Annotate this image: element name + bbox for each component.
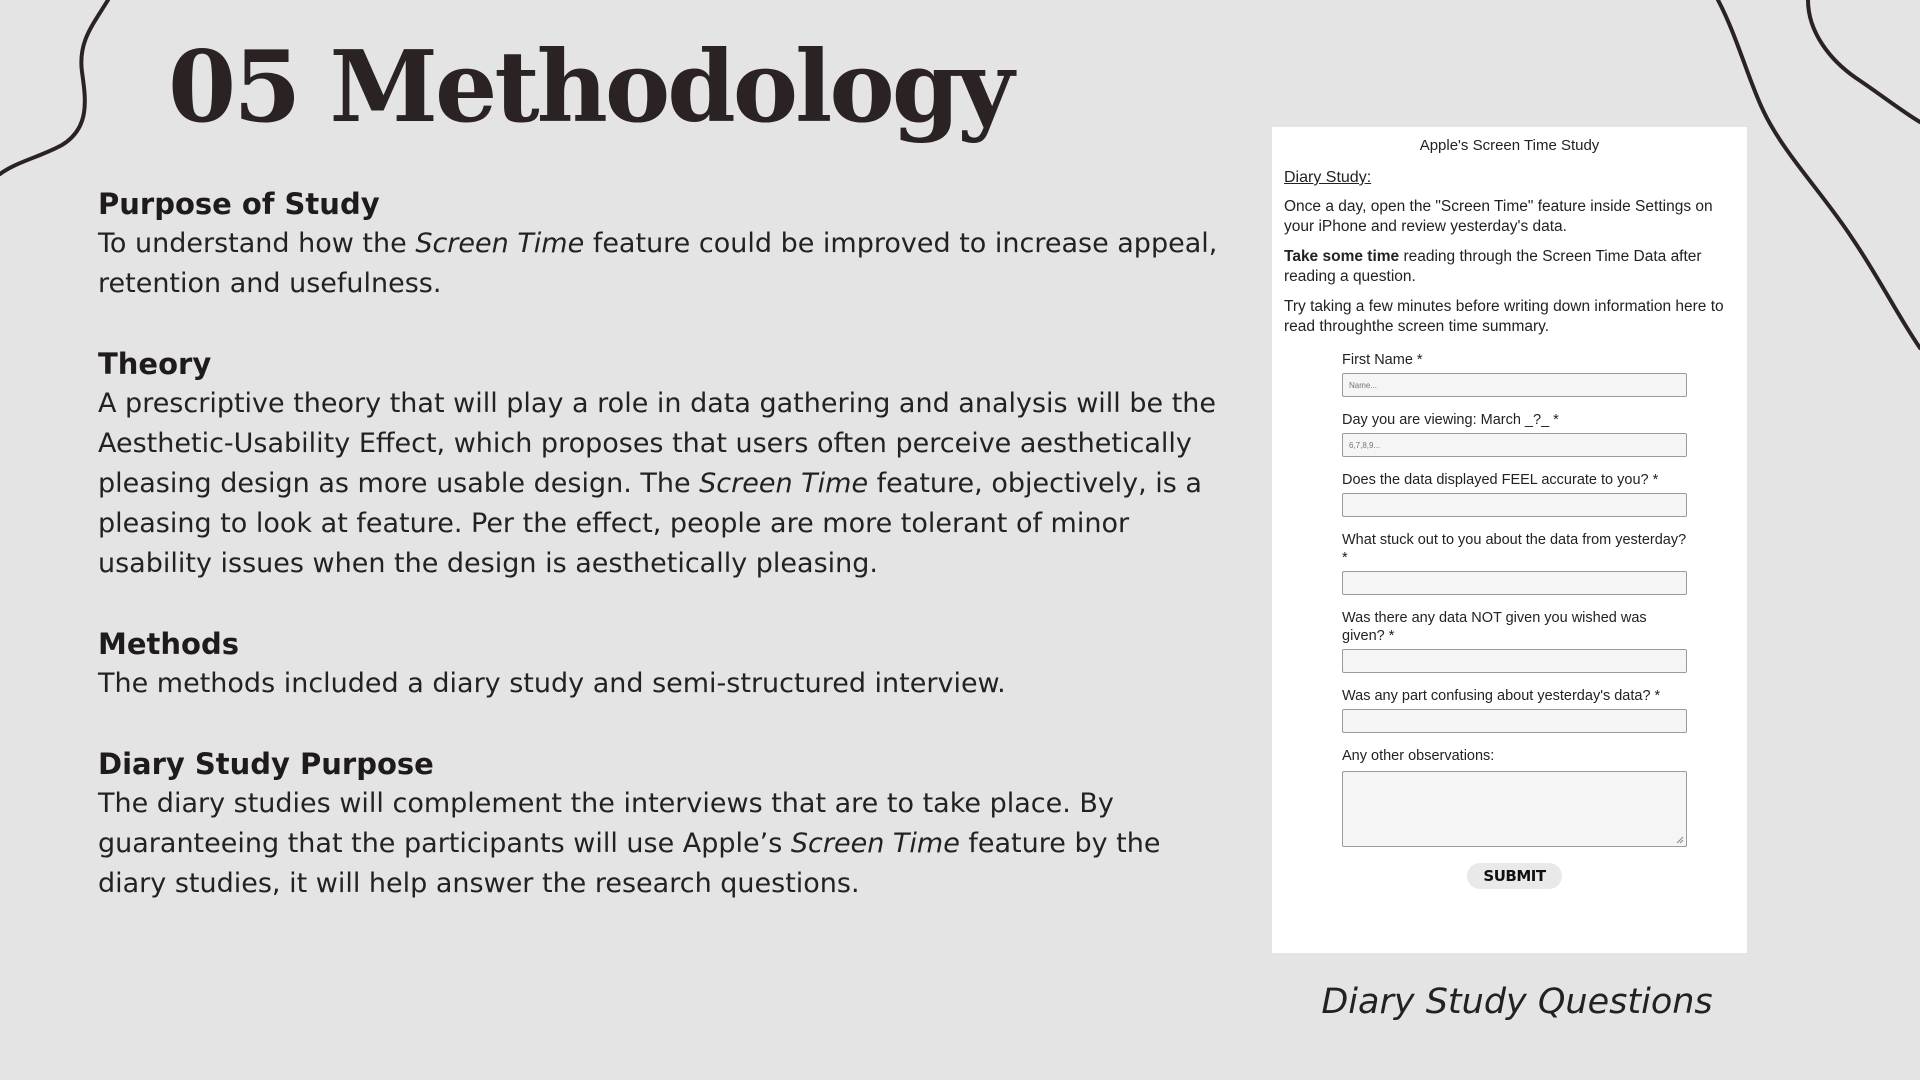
field-input[interactable] bbox=[1342, 709, 1687, 733]
instruction-2 bbox=[1284, 247, 1735, 287]
italic-term: Screen Time bbox=[790, 828, 960, 859]
field-input[interactable] bbox=[1342, 373, 1687, 397]
right-curve-outer bbox=[1718, 0, 1920, 348]
field-input[interactable] bbox=[1342, 433, 1687, 457]
section-theory bbox=[98, 344, 1228, 584]
diary-study-form-screenshot bbox=[1272, 127, 1747, 953]
observations-textarea[interactable] bbox=[1342, 771, 1687, 847]
field-label: Day you are viewing: March _?_ * bbox=[1342, 412, 1559, 428]
section-heading: Purpose of Study bbox=[98, 187, 380, 221]
instruction-2-bold: Take some time bbox=[1284, 248, 1400, 265]
italic-term: Screen Time bbox=[699, 468, 869, 499]
submit-button[interactable]: SUBMIT bbox=[1467, 863, 1561, 889]
section-body bbox=[98, 664, 1228, 704]
observations-label: Any other observations: bbox=[1342, 748, 1495, 764]
field-label: Does the data displayed FEEL accurate to you? * bbox=[1342, 472, 1659, 488]
body-text: The methods included a diary study and semi-structured interview. bbox=[98, 668, 1006, 699]
section-body bbox=[98, 784, 1228, 904]
section-diary-study-purpose bbox=[98, 744, 1228, 904]
form-title: Apple's Screen Time Study bbox=[1419, 137, 1600, 154]
methodology-content bbox=[98, 184, 1228, 944]
italic-term: Screen Time bbox=[415, 228, 585, 259]
right-curve-inner bbox=[1808, 0, 1920, 122]
instruction-2-rest: reading through the Screen Time Data after reading a question. bbox=[1284, 248, 1702, 285]
section-body bbox=[98, 224, 1228, 304]
field-label: First Name * bbox=[1342, 352, 1423, 368]
body-text: feature could be improved to increase appeal, retention and usefulness. bbox=[98, 228, 1218, 299]
body-text: feature by the diary studies, it will help answer the research questions. bbox=[98, 828, 1161, 899]
page-title: 05 Methodology bbox=[168, 30, 1012, 145]
section-purpose-of-study bbox=[98, 184, 1228, 304]
field-input[interactable] bbox=[1342, 493, 1687, 517]
field-label: Was there any data NOT given you wished was given? * bbox=[1342, 610, 1647, 644]
field-label: Was any part confusing about yesterday's data? * bbox=[1342, 688, 1661, 704]
figure-caption: Diary Study Questions bbox=[1321, 982, 1713, 1022]
field-input[interactable] bbox=[1342, 649, 1687, 673]
body-text: The diary studies will complement the interviews that are to take place. By guaranteeing that the participants will use Apple’s bbox=[98, 788, 1114, 859]
left-curve bbox=[0, 0, 108, 174]
resize-grip-icon bbox=[1676, 836, 1684, 844]
section-heading: Theory bbox=[98, 347, 212, 381]
diary-study-label: Diary Study: bbox=[1284, 169, 1372, 186]
field-label: What stuck out to you about the data from yesterday? * bbox=[1342, 532, 1687, 566]
form-field-list bbox=[1342, 351, 1687, 733]
section-body bbox=[98, 384, 1228, 584]
instruction-1: Once a day, open the "Screen Time" feature inside Settings on your iPhone and review yesterday's data. bbox=[1284, 198, 1713, 235]
form-fields bbox=[1342, 351, 1687, 889]
body-text: feature, objectively, is a pleasing to look at feature. Per the effect, people are more tolerant of minor usability issues when the design is aesthetically pleasing. bbox=[98, 468, 1202, 579]
instruction-3: Try taking a few minutes before writing down information here to read throughthe screen time summary. bbox=[1284, 298, 1724, 335]
body-text: To understand how the bbox=[98, 228, 416, 259]
body-text: A prescriptive theory that will play a role in data gathering and analysis will be the Aesthetic-Usability Effect, which proposes that users often perceive aesthetically pleasing design as more usable design. The bbox=[98, 388, 1217, 499]
section-methods bbox=[98, 624, 1228, 704]
section-heading: Diary Study Purpose bbox=[98, 747, 434, 781]
field-input[interactable] bbox=[1342, 571, 1687, 595]
section-heading: Methods bbox=[98, 627, 239, 661]
